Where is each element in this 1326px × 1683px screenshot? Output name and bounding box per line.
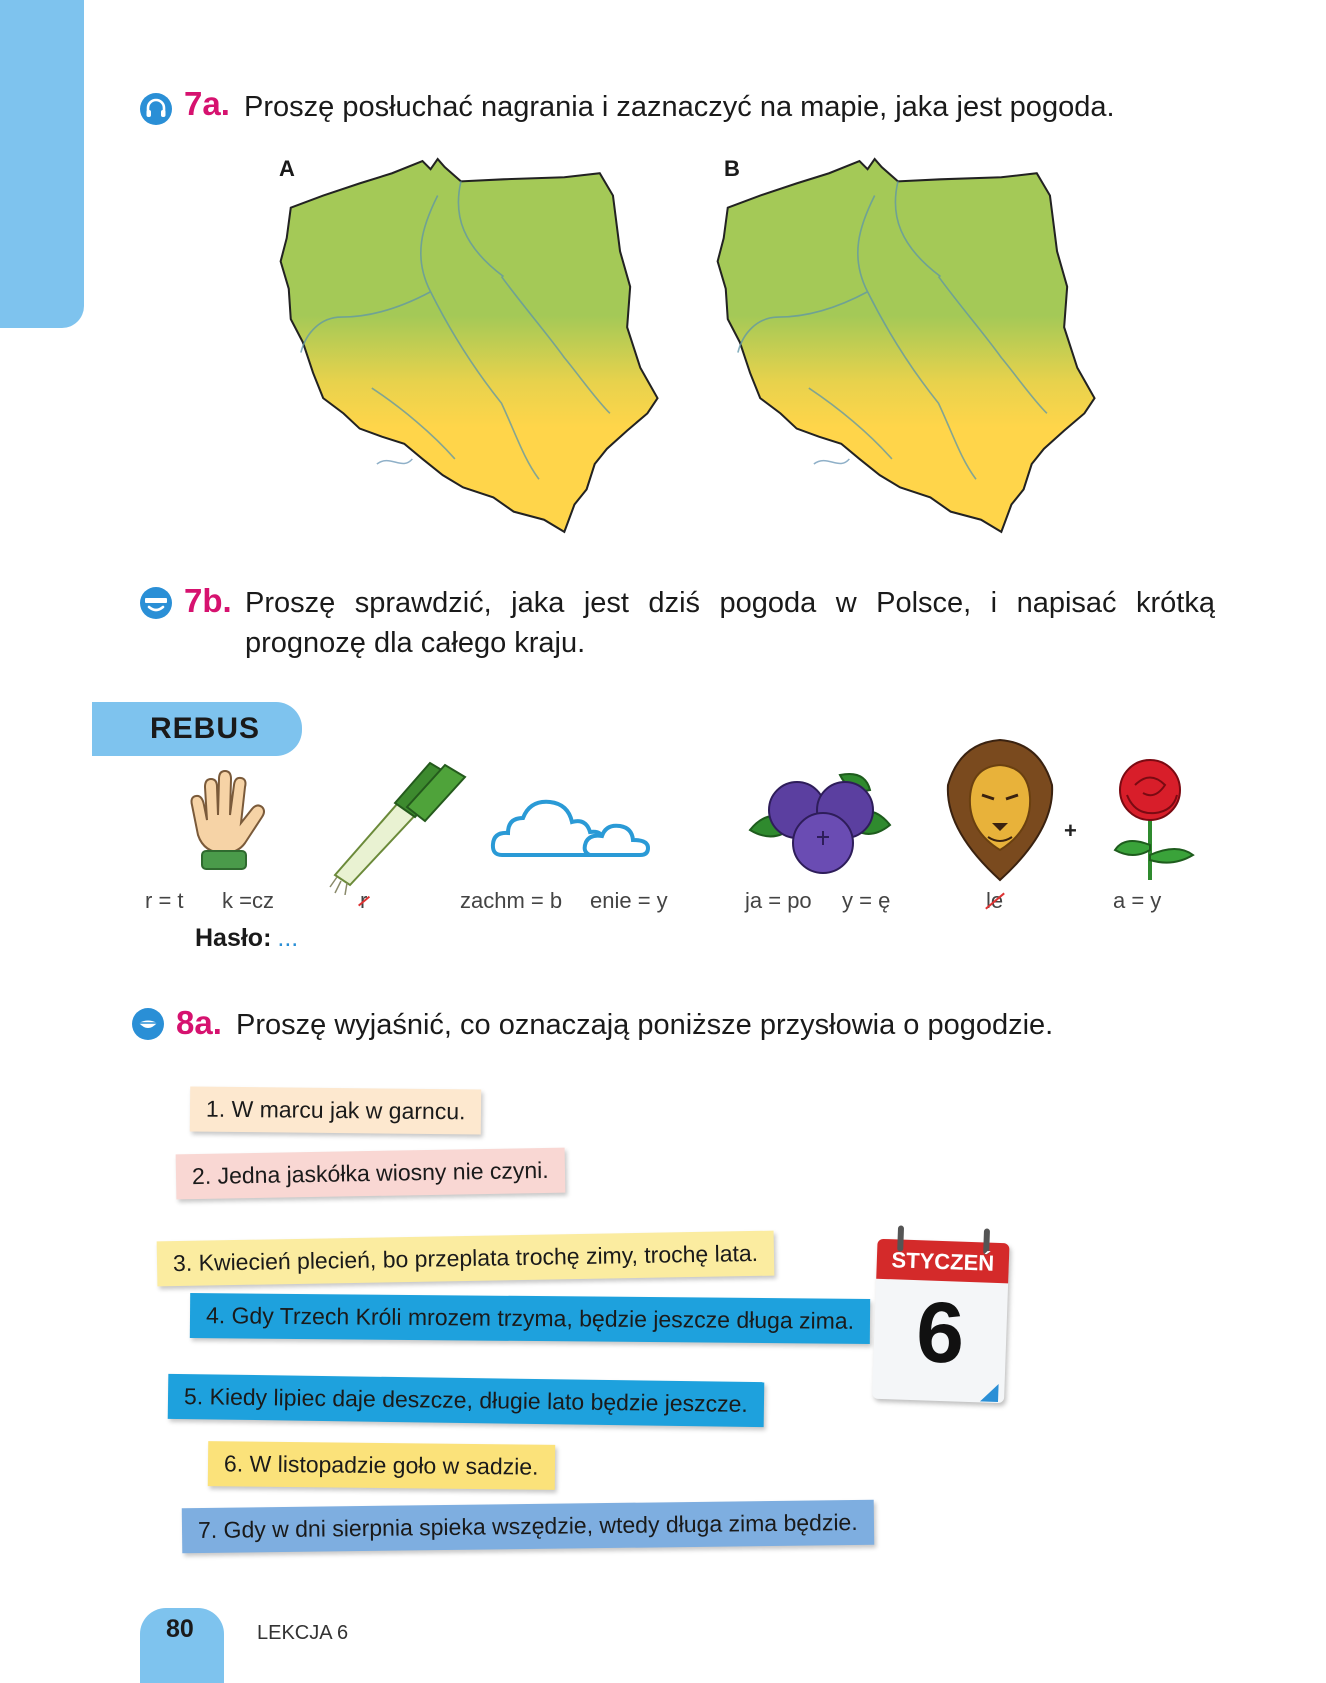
proverb-note-4: 4. Gdy Trzech Króli mrozem trzyma, będzie jeszcze długa zima.: [190, 1293, 870, 1344]
password-label: Hasło:: [195, 924, 272, 952]
lion-icon: [940, 735, 1060, 885]
hand-icon: [180, 765, 270, 875]
proverb-note-1: 1. W marcu jak w garncu.: [190, 1086, 482, 1134]
calendar-month: STYCZEŃ: [891, 1247, 995, 1276]
password-line: [195, 924, 298, 953]
rebus-caption: enie = y: [590, 888, 668, 913]
rebus-caption: a = y: [1113, 888, 1162, 913]
map-label-b: B: [724, 156, 740, 181]
cloud-icon: [490, 790, 660, 865]
page-number: 80: [166, 1615, 194, 1643]
exercise-instruction-line1: Proszę sprawdzić, jaka jest dziś pogoda w Polsce, i napisać krótką: [245, 587, 1215, 619]
rebus-caption: y = ę: [842, 888, 891, 913]
headphones-icon: [140, 93, 172, 125]
weather-map-a[interactable]: [258, 155, 668, 540]
plus-sign: +: [1064, 818, 1077, 843]
exercise-instruction-line2: prognozę dla całego kraju.: [245, 627, 586, 659]
proverb-note-5: 5. Kiedy lipiec daje deszcze, długie lato będzie jeszcze.: [168, 1374, 764, 1427]
rebus-caption: k =cz: [222, 888, 274, 913]
lesson-label: LEKCJA 6: [257, 1622, 349, 1644]
proverb-note-7: 7. Gdy w dni sierpnia spieka wszędzie, wtedy długa zima będzie.: [182, 1500, 874, 1553]
rebus-caption: ja = po: [745, 888, 812, 913]
map-label-a: A: [279, 156, 295, 181]
rebus-caption-crossed: [986, 888, 1003, 914]
rebus-caption: zachm = b: [460, 888, 563, 913]
proverb-note-2: 2. Jedna jaskółka wiosny nie czyni.: [176, 1148, 565, 1200]
exercise-number: 8a.: [176, 1004, 222, 1041]
blueberries-icon: [745, 765, 895, 880]
exercise-instruction: Proszę posłuchać nagrania i zaznaczyć na mapie, jaka jest pogoda.: [244, 91, 1115, 123]
leek-icon: [325, 755, 475, 895]
proverb-note-3: 3. Kwiecień plecień, bo przeplata trochę zimy, trochę lata.: [157, 1231, 775, 1287]
page-curl-icon: [980, 1383, 999, 1402]
calendar-day: 6: [914, 1284, 966, 1382]
rebus-caption-crossed: [360, 888, 367, 914]
proverb-note-6: 6. W listopadzie goło w sadzie.: [208, 1441, 555, 1490]
rebus-title: REBUS: [150, 712, 261, 745]
weather-map-b[interactable]: [695, 155, 1105, 540]
side-color-tab: [0, 0, 84, 328]
exercise-number: 7b.: [184, 582, 232, 619]
exercise-instruction: Proszę wyjaśnić, co oznaczają poniższe przysłowia o pogodzie.: [236, 1009, 1054, 1041]
crossed-letters: le: [986, 888, 1004, 913]
speech-mouth-icon: [132, 1008, 164, 1040]
exercise-number: 7a.: [184, 85, 230, 122]
rose-icon: [1095, 755, 1205, 885]
rebus-caption: r = t: [145, 888, 184, 913]
crossed-letter: r: [360, 888, 368, 913]
pencil-writing-icon: [140, 587, 172, 619]
password-answer-field[interactable]: ...: [277, 924, 299, 952]
calendar-widget: [872, 1225, 1010, 1405]
